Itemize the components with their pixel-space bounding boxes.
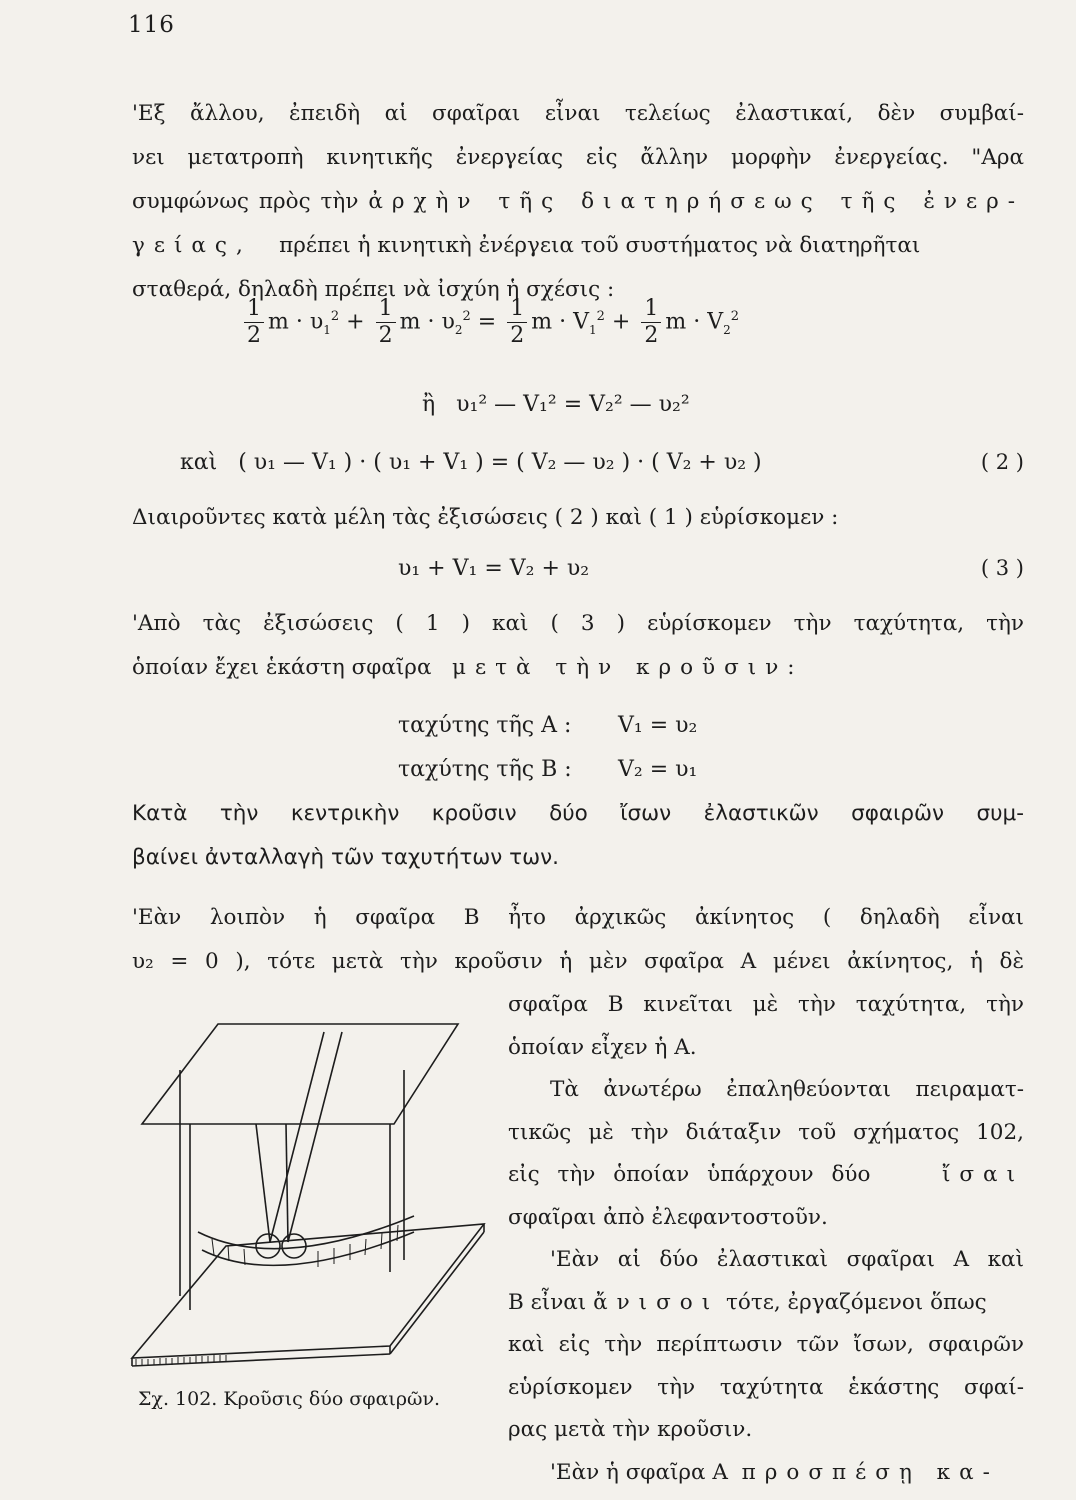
text-line: καὶ εἰς τὴν περίπτωσιν τῶν ἴσων, σφαιρῶν [508, 1332, 1024, 1357]
text-line: ρας μετὰ τὴν κροῦσιν. [508, 1417, 753, 1442]
text-run: πρέπει ἡ κινητικὴ ἐνέργεια τοῦ συστήματος νὰ διατηρῆται [279, 233, 921, 258]
text-line: σφαῖραι ἀπὸ ἐλεφαντοστοῦν. [508, 1204, 828, 1230]
text-line: σταθερά, δηλαδὴ πρέπει νὰ ἰσχύη ἡ σχέσις : [132, 277, 615, 302]
spaced-emphasis: ἴσαι [941, 1162, 1025, 1187]
sphere-b [282, 1234, 306, 1258]
text-line: Διαιροῦντες κατὰ μέλη τὰς ἐξισώσεις ( 2 ) καὶ ( 1 ) εὑρίσκομεν : [132, 505, 839, 530]
text-line: βαίνει ἀνταλλαγὴ τῶν ταχυτήτων των. [132, 845, 559, 870]
spaced-emphasis: ἄνισοι [593, 1289, 720, 1315]
equation-energy-conservation: $\frac{1}{2}$ $m \cdot \upsilon_1^2$ + $\frac{1}{2}$ $m \cdot \upsilon_2^2$ = $\frac{1}{2}$ $m \cdot V_1^2$ + $\frac{1}{2}$ $m \cdot V_2^2$ [240, 296, 739, 349]
text-line [132, 224, 1024, 268]
velocity-results [398, 704, 697, 792]
page-number: 116 [128, 12, 175, 38]
fraction-half: $\frac{1}{2}$ [507, 296, 527, 349]
equation-3: υ₁ + V₁ = V₂ + υ₂ [398, 556, 590, 581]
velocity-value: V₁ = υ₂ [618, 713, 698, 738]
text-run: 'Εὰν ἡ σφαῖρα A [550, 1459, 728, 1485]
text-line: τικῶς μὲ τὴν διάταξιν τοῦ σχήματος 102, [508, 1119, 1024, 1145]
text-line: 'Εὰν αἱ δύο ἐλαστικαὶ σφαῖραι A καὶ [550, 1247, 1024, 1272]
top-board [142, 1024, 458, 1124]
word-or: ἢ [422, 392, 436, 417]
word-and: καὶ [180, 450, 218, 475]
spaced-emphasis: μετὰ τὴν κροῦσιν: [451, 655, 804, 680]
equation-factored [180, 450, 762, 475]
velocity-label: ταχύτης τῆς B : [398, 757, 572, 782]
spaced-emphasis: προσπέσῃ κα- [741, 1459, 999, 1485]
text-line [508, 1282, 1024, 1325]
equation-number-3: ( 3 ) [980, 556, 1024, 580]
paragraph-at-rest [132, 896, 1024, 984]
velocity-row [398, 748, 697, 792]
fraction-half: $\frac{1}{2}$ [244, 296, 264, 349]
base-plate [132, 1224, 484, 1358]
text-run: εἰς τὴν ὁποίαν ὑπάρχουν δύο [508, 1162, 871, 1187]
text-line: 'Απὸ τὰς ἐξισώσεις ( 1 ) καὶ ( 3 ) εὑρίσκομεν τὴν ταχύτητα, τὴν [132, 611, 1024, 636]
sphere-a [256, 1234, 280, 1258]
text-line: Τὰ ἀνωτέρω ἐπαληθεύονται πειραματ- [550, 1077, 1024, 1102]
fraction-half: $\frac{1}{2}$ [641, 296, 661, 349]
text-line: 'Εξ ἄλλου, ἐπειδὴ αἱ σφαῖραι εἶναι τελείως ἐλαστικαί, δὲν συμβαί- [132, 101, 1024, 126]
text-line: Κατὰ τὴν κεντρικὴν κροῦσιν δύο ἴσων ἐλαστικῶν σφαιρῶν συμ- [132, 801, 1024, 826]
paragraph-energy [132, 92, 1024, 312]
text-run: τότε, ἐργαζόμενοι ὅπως [726, 1289, 987, 1315]
text-line [508, 1154, 1024, 1197]
equation-difference [422, 392, 690, 417]
string [270, 1032, 324, 1242]
text-line: εὑρίσκομεν τὴν ταχύτητα ἑκάστης σφαί- [508, 1374, 1024, 1400]
text-line: 'Εὰν λοιπὸν ἡ σφαῖρα B ἦτο ἀρχικῶς ἀκίνητος ( δηλαδὴ εἶναι [132, 905, 1024, 930]
text-run: ὁποίαν ἔχει ἑκάστη σφαῖρα [132, 655, 432, 680]
text-run: συμφώνως πρὸς τὴν [132, 189, 359, 214]
text-run: B εἶναι [508, 1289, 587, 1315]
paragraph-velocities-intro [132, 602, 1024, 690]
text-line: σφαῖρα B κινεῖται μὲ τὴν ταχύτητα, τὴν [508, 992, 1024, 1017]
string [286, 1124, 288, 1242]
string [256, 1124, 270, 1242]
right-column-text [508, 984, 1024, 1494]
text-line [132, 180, 1024, 224]
velocity-row [398, 704, 697, 748]
spaced-emphasis: γείας, [132, 233, 252, 258]
figure-caption: Σχ. 102. Κροῦσις δύο σφαιρῶν. [138, 1388, 441, 1410]
hatching [136, 1225, 398, 1366]
fraction-half: $\frac{1}{2}$ [376, 296, 396, 349]
equation-text: ( υ₁ — V₁ ) · ( υ₁ + V₁ ) = ( V₂ — υ₂ ) · ( V₂ + υ₂ ) [238, 450, 762, 475]
text-line: νει μετατροπὴ κινητικῆς ἐνεργείας εἰς ἄλλην μορφὴν ἐνεργείας. "Αρα [132, 145, 1024, 170]
equation-number-2: ( 2 ) [980, 450, 1024, 474]
figure-pendulum-apparatus [128, 1010, 488, 1388]
text-line [132, 646, 1024, 690]
velocity-label: ταχύτης τῆς A : [398, 713, 572, 738]
velocity-value: V₂ = υ₁ [618, 757, 698, 782]
paragraph-dividing [132, 496, 1024, 540]
text-line [508, 1452, 1024, 1495]
spaced-emphasis: ἀρχὴν τῆς διατηρήσεως τῆς ἐνερ- [368, 189, 1024, 214]
string [288, 1032, 342, 1242]
text-line: υ₂ = 0 ), τότε μετὰ τὴν κροῦσιν ἡ μὲν σφαῖρα A μένει ἀκίνητος, ἡ δὲ [132, 949, 1024, 974]
equation-text: υ₁² — V₁² = V₂² — υ₂² [456, 392, 690, 417]
text-line: ὁποίαν εἶχεν ἡ A. [508, 1034, 697, 1060]
statement-exchange-of-velocities [132, 792, 1032, 880]
